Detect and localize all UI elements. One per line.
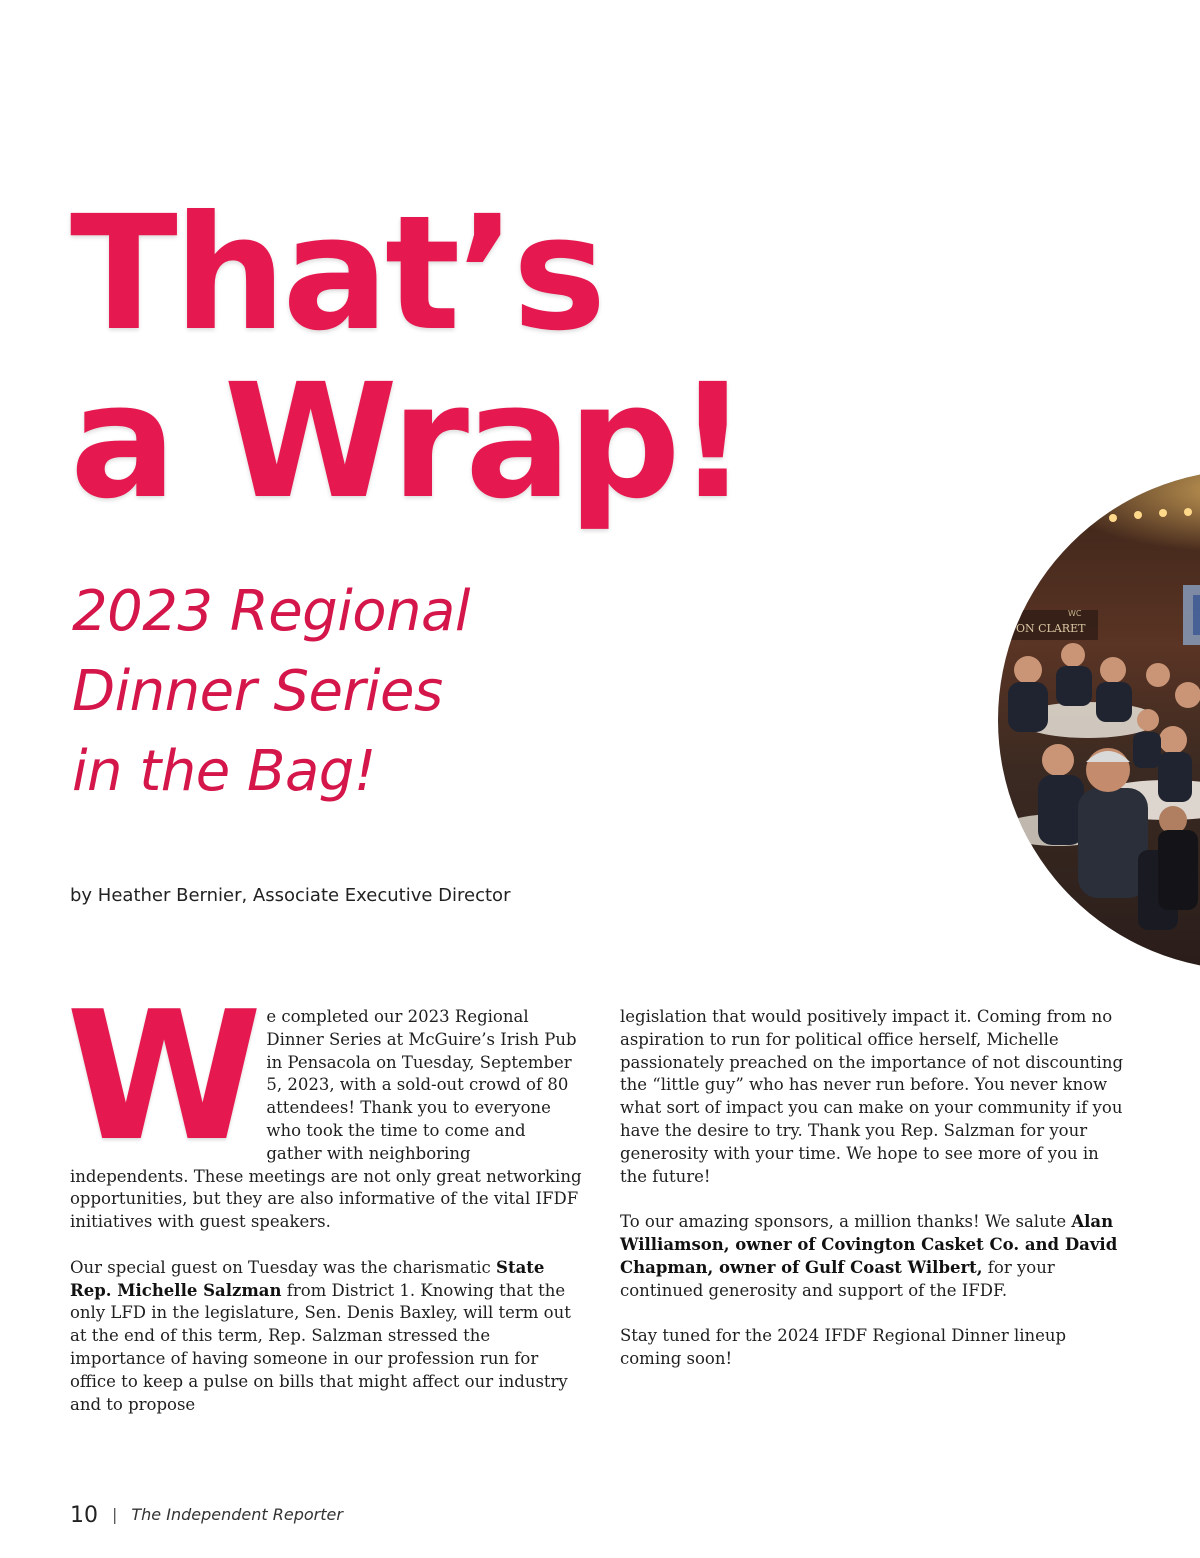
paragraph-3-text-b: for your continued generosity and support of the IFDF.: [620, 1257, 1055, 1300]
subhead-line-2: Dinner Series: [72, 659, 443, 724]
article-paragraph-2: [70, 1257, 585, 1417]
dinner-crowd-image: [998, 470, 1200, 970]
paragraph-1-text: e completed our 2023 Regional Dinner Series at McGuire’s Irish Pub in Pensacola on Tuesday, September 5, 2023, with a sold-out crowd of 80 attendees! Thank you to everyone who took the time to come and gather with neighboring independents. These meetings are not only great networking opportunities, but they are also informative of the vital IFDF initiatives with guest speakers.: [70, 1007, 582, 1232]
sign-small-text: WC: [1068, 609, 1082, 618]
guest-name: State Rep. Michelle Salzman: [70, 1257, 545, 1300]
headline-line-1: That’s: [70, 182, 603, 366]
article-column-left: [66, 973, 585, 1439]
drop-cap: W: [66, 973, 257, 1180]
article-paragraph-3: [620, 1211, 1130, 1302]
article-paragraph-2-continued: legislation that would positively impact it. Coming from no aspiration to run for political office herself, Michelle passionately preached on the importance of not discounting the “little guy” who has never run before. You never know what sort of impact you can make on your community if you have the desire to try. Thank you Rep. Salzman for your generosity with your time. We hope to see more of you in the future!: [620, 1007, 1124, 1186]
page-number: 10: [70, 1503, 98, 1528]
headline-line-2: a Wrap!: [70, 350, 745, 534]
paragraph-2-text-a: Our special guest on Tuesday was the charismatic: [70, 1257, 497, 1277]
subhead-line-1: 2023 Regional: [72, 579, 470, 644]
paragraph-3-text-a: To our amazing sponsors, a million thanks! We salute: [620, 1212, 1072, 1232]
subheadline: [72, 572, 470, 812]
article-paragraph-1: [66, 973, 585, 1234]
article-paragraph-4: Stay tuned for the 2024 IFDF Regional Dinner lineup coming soon!: [620, 1326, 1067, 1368]
event-photo: [998, 470, 1200, 970]
subhead-line-3: in the Bag!: [72, 739, 376, 804]
byline: by Heather Bernier, Associate Executive Director: [70, 885, 511, 906]
sign-text: ON CLARET: [1016, 622, 1086, 635]
page-footer: [70, 1503, 343, 1528]
article-column-right: [620, 1006, 1130, 1394]
footer-separator: |: [112, 1505, 118, 1524]
sponsor-names: Alan Williamson, owner of Covington Casket Co. and David Chapman, owner of Gulf Coast Wilbert,: [620, 1212, 1118, 1277]
publication-name: The Independent Reporter: [131, 1505, 343, 1524]
paragraph-2-text-b: from District 1. Knowing that the only LFD in the legislature, Sen. Denis Baxley, will term out at the end of this term, Rep. Salzman stressed the importance of having someone in our profession run for office to keep a pulse on bills that might affect our industry and to propose: [70, 1280, 571, 1414]
headline: [70, 182, 745, 534]
